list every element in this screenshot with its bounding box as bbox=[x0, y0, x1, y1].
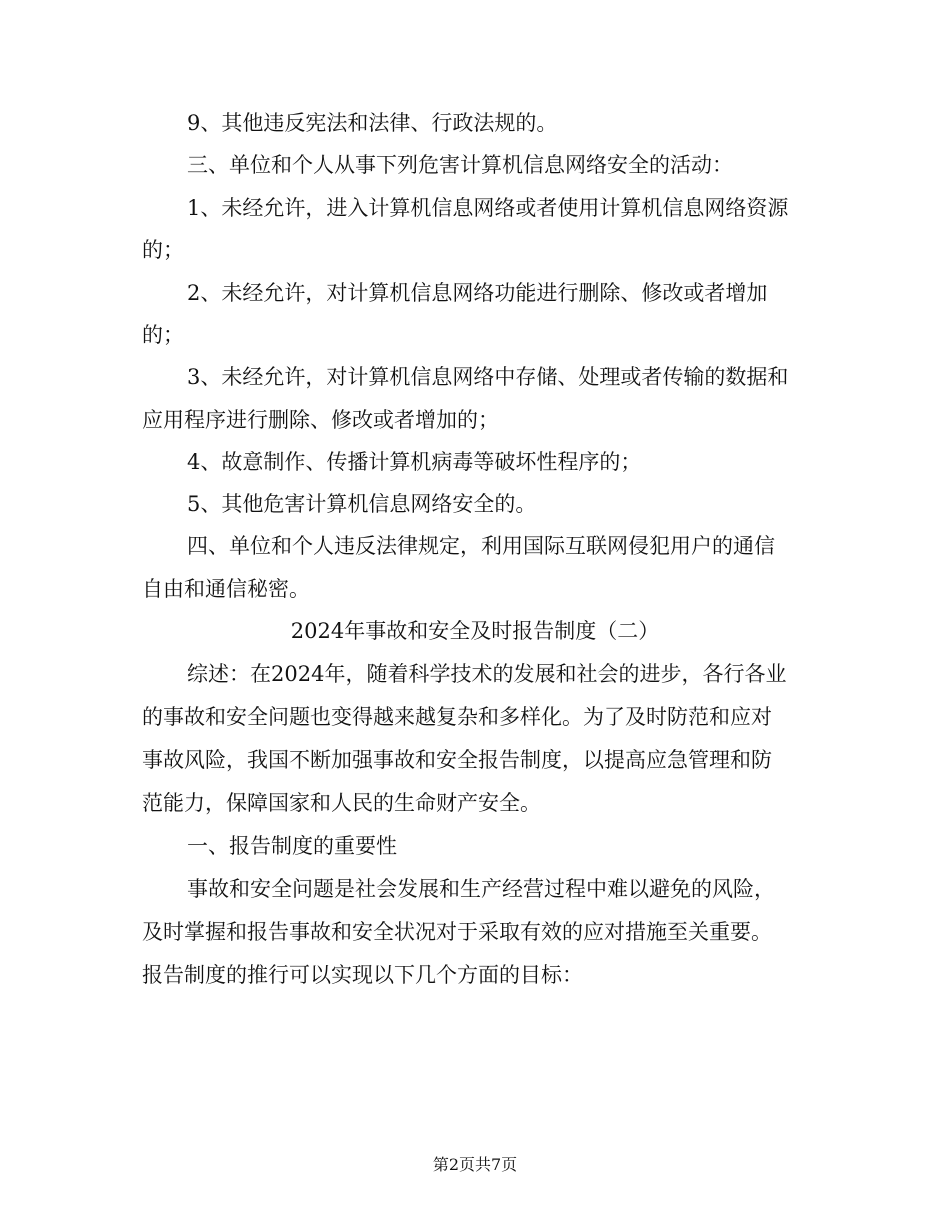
body-line-3: 报告制度的推行可以实现以下几个方面的目标： bbox=[142, 963, 583, 987]
item-3-line-1: 3、未经允许，对计算机信息网络中存储、处理或者传输的数据和 bbox=[187, 365, 789, 389]
item-2-line-2: 的； bbox=[142, 323, 184, 347]
clause-9: 9、其他违反宪法和法律、行政法规的。 bbox=[187, 111, 558, 135]
item-1-line-2: 的； bbox=[142, 238, 184, 262]
body-line-2: 及时掌握和报告事故和安全状况对于采取有效的应对措施至关重要。 bbox=[142, 920, 772, 944]
summary-line-2: 的事故和安全问题也变得越来越复杂和多样化。为了及时防范和应对 bbox=[142, 705, 772, 729]
page-footer: 第2页共7页 bbox=[432, 1155, 518, 1174]
summary-line-1: 综述：在2024年，随着科学技术的发展和社会的进步，各行各业 bbox=[187, 662, 787, 686]
body-line-1: 事故和安全问题是社会发展和生产经营过程中难以避免的风险， bbox=[187, 877, 775, 901]
item-4: 4、故意制作、传播计算机病毒等破坏性程序的； bbox=[187, 450, 642, 474]
document-title: 2024年事故和安全及时报告制度（二） bbox=[290, 619, 660, 643]
section-4-line-2: 自由和通信秘密。 bbox=[142, 577, 310, 601]
item-5: 5、其他危害计算机信息网络安全的。 bbox=[187, 492, 537, 516]
section-3-heading: 三、单位和个人从事下列危害计算机信息网络安全的活动： bbox=[187, 153, 733, 177]
summary-line-3: 事故风险，我国不断加强事故和安全报告制度，以提高应急管理和防 bbox=[142, 748, 772, 772]
section-1-heading: 一、报告制度的重要性 bbox=[187, 834, 397, 858]
item-1-line-1: 1、未经允许，进入计算机信息网络或者使用计算机信息网络资源 bbox=[187, 196, 789, 220]
section-4-line-1: 四、单位和个人违反法律规定，利用国际互联网侵犯用户的通信 bbox=[187, 534, 775, 558]
summary-line-4: 范能力，保障国家和人民的生命财产安全。 bbox=[142, 791, 541, 815]
item-2-line-1: 2、未经允许，对计算机信息网络功能进行删除、修改或者增加 bbox=[187, 281, 768, 305]
item-3-line-2: 应用程序进行删除、修改或者增加的； bbox=[142, 408, 499, 432]
